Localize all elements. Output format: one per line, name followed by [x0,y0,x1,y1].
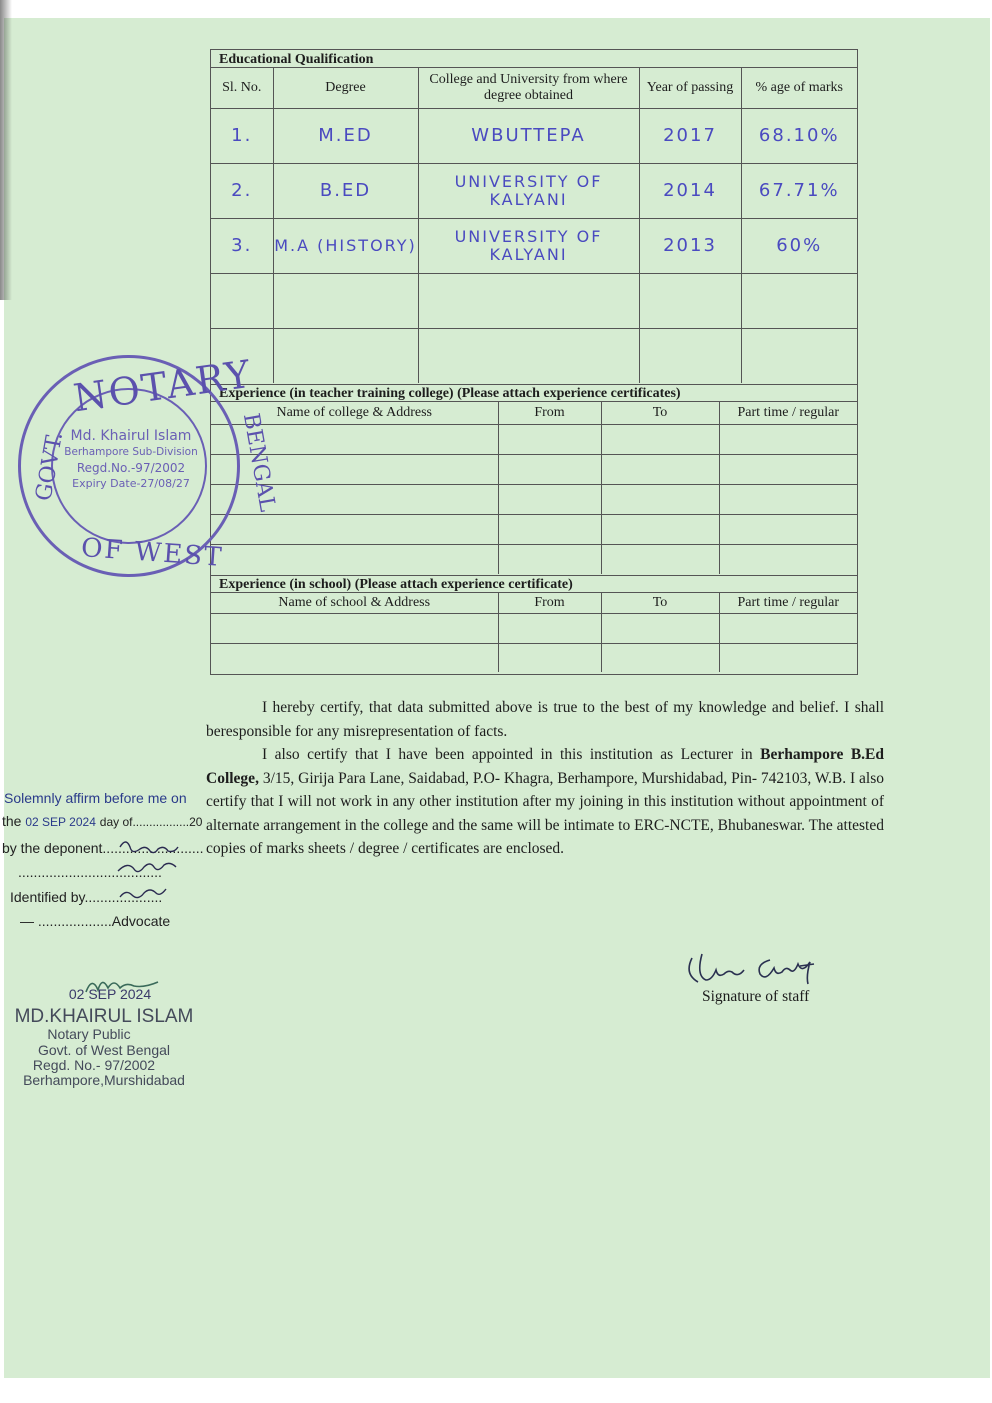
stamp-expiry: Expiry Date-27/08/27 [72,477,190,490]
stamp-bottom-text: OF WEST [80,533,225,573]
seal-place: Berhampore,Murshidabad [23,1072,185,1088]
college-cell: UNIVERSITY OF KALYANI [418,163,639,218]
staff-signature [680,948,840,988]
col-header: Degree [273,68,418,108]
affidavit-date: 02 SEP 2024 [25,815,96,829]
table-row [211,544,857,574]
sl-cell: 2. [211,163,273,218]
stamp-right-text: BENGAL [237,411,280,514]
deponent-handwriting [100,835,220,925]
notary-round-stamp [18,351,280,577]
degree-cell [273,328,418,383]
col-header: Part time / regular [719,593,857,613]
col-header: Year of passing [639,68,741,108]
experience-college-section [210,384,858,576]
seal-date: 02 SEP 2024 [68,986,152,1002]
table-row [211,328,857,383]
affidavit-the: the [2,813,22,829]
college-name: Berhampore B.Ed College, [206,746,884,787]
table-row [211,218,857,273]
degree-cell [273,273,418,328]
stamp-area: Berhampore Sub-Division [64,446,198,458]
seal-govt: Govt. of West Bengal [37,1042,171,1058]
sl-cell [211,273,273,328]
affidavit-line-4: ..................................... [18,864,162,880]
experience-school-section [210,575,858,675]
table-header-row [211,402,857,424]
section-title: Educational Qualification [211,50,857,68]
table-row [211,613,857,643]
declaration-lead: I also certify that I have been appointed in this institution as Lecturer in [262,746,753,763]
col-header: % age of marks [741,68,857,108]
seal-regd: Regd. No.- 97/2002 [32,1057,156,1073]
sl-cell: 1. [211,108,273,163]
college-cell [418,328,639,383]
col-header: Name of college & Address [211,402,498,424]
table-header-row [211,68,857,108]
col-header: Name of school & Address [211,593,498,613]
marks-cell: 67.71% [741,163,857,218]
col-header: College and University from where degree obtained [418,68,639,108]
table-row [211,163,857,218]
college-cell: WBUTTEPA [418,108,639,163]
marks-cell [741,328,857,383]
degree-cell: M.ED [273,108,418,163]
col-header: To [601,402,719,424]
paper-torn-edge [0,1378,992,1403]
col-header: To [601,593,719,613]
col-header: From [498,402,601,424]
affidavit-line-2 [2,813,202,829]
table-row [211,108,857,163]
experience-school-table [211,593,857,672]
college-cell: UNIVERSITY OF KALYANI [418,218,639,273]
affidavit-line-3: by the deponent.......................... [2,840,204,856]
seal-name: MD.KHAIRUL ISLAM [14,1006,194,1027]
stamp-regd: Regd.No.-97/2002 [76,461,186,475]
table-row [211,484,857,514]
declaration-text: I hereby certify, that data submitted above is true to the best of my knowledge and belief. I shall beresponsible for any misrepresentation of facts. [206,699,884,740]
table-header-row [211,593,857,613]
affidavit-line-6: — ...................Advocate [20,913,171,929]
year-cell: 2013 [639,218,741,273]
table-row [211,514,857,544]
degree-cell: B.ED [273,163,418,218]
table-row [211,454,857,484]
experience-college-table [211,402,857,574]
marks-cell [741,273,857,328]
signature-label: Signature of staff [702,988,810,1005]
table-row [211,424,857,454]
stamp-name: Md. Khairul Islam [70,428,192,444]
degree-cell: M.A (HISTORY) [273,218,418,273]
seal-title: Notary Public [47,1026,131,1042]
educational-qualification-section [210,49,858,385]
table-row [211,643,857,672]
college-cell [418,273,639,328]
affidavit-line-5: Identified by.................... [10,889,163,905]
declaration-paragraph-1 [206,696,884,743]
year-cell [639,273,741,328]
col-header: Sl. No. [211,68,273,108]
affidavit-line-1: Solemnly affirm before me on [4,790,187,806]
scan-shadow [0,0,40,300]
table-row [211,273,857,328]
qualification-table [211,68,857,383]
section-title: Experience (in teacher training college) (Please attach experience certificates) [211,384,857,402]
section-title: Experience (in school) (Please attach experience certificate) [211,575,857,593]
stamp-left-text: GOVT. [31,430,69,503]
col-header: From [498,593,601,613]
declaration-paragraph-2 [206,743,884,861]
stamp-details [51,428,211,492]
stamp-top-text: NOTARY [70,351,255,421]
year-cell: 2017 [639,108,741,163]
affidavit-day-of: day of.................20 [99,815,203,829]
marks-cell: 68.10% [741,108,857,163]
year-cell [639,328,741,383]
marks-cell: 60% [741,218,857,273]
year-cell: 2014 [639,163,741,218]
declaration-rest: 3/15, Girija Para Lane, Saidabad, P.O- Khagra, Berhampore, Murshidabad, Pin- 742103, W.B. I also certify that I will not work in any other institution after my joining in this institution without appointment of alternate arrangement in the college and the same will be intimate to ERC-NCTE, Bhubaneswar. The attested copies of marks sheets / degree / certificates are enclosed. [206,769,885,857]
sl-cell: 3. [211,218,273,273]
col-header: Part time / regular [719,402,857,424]
